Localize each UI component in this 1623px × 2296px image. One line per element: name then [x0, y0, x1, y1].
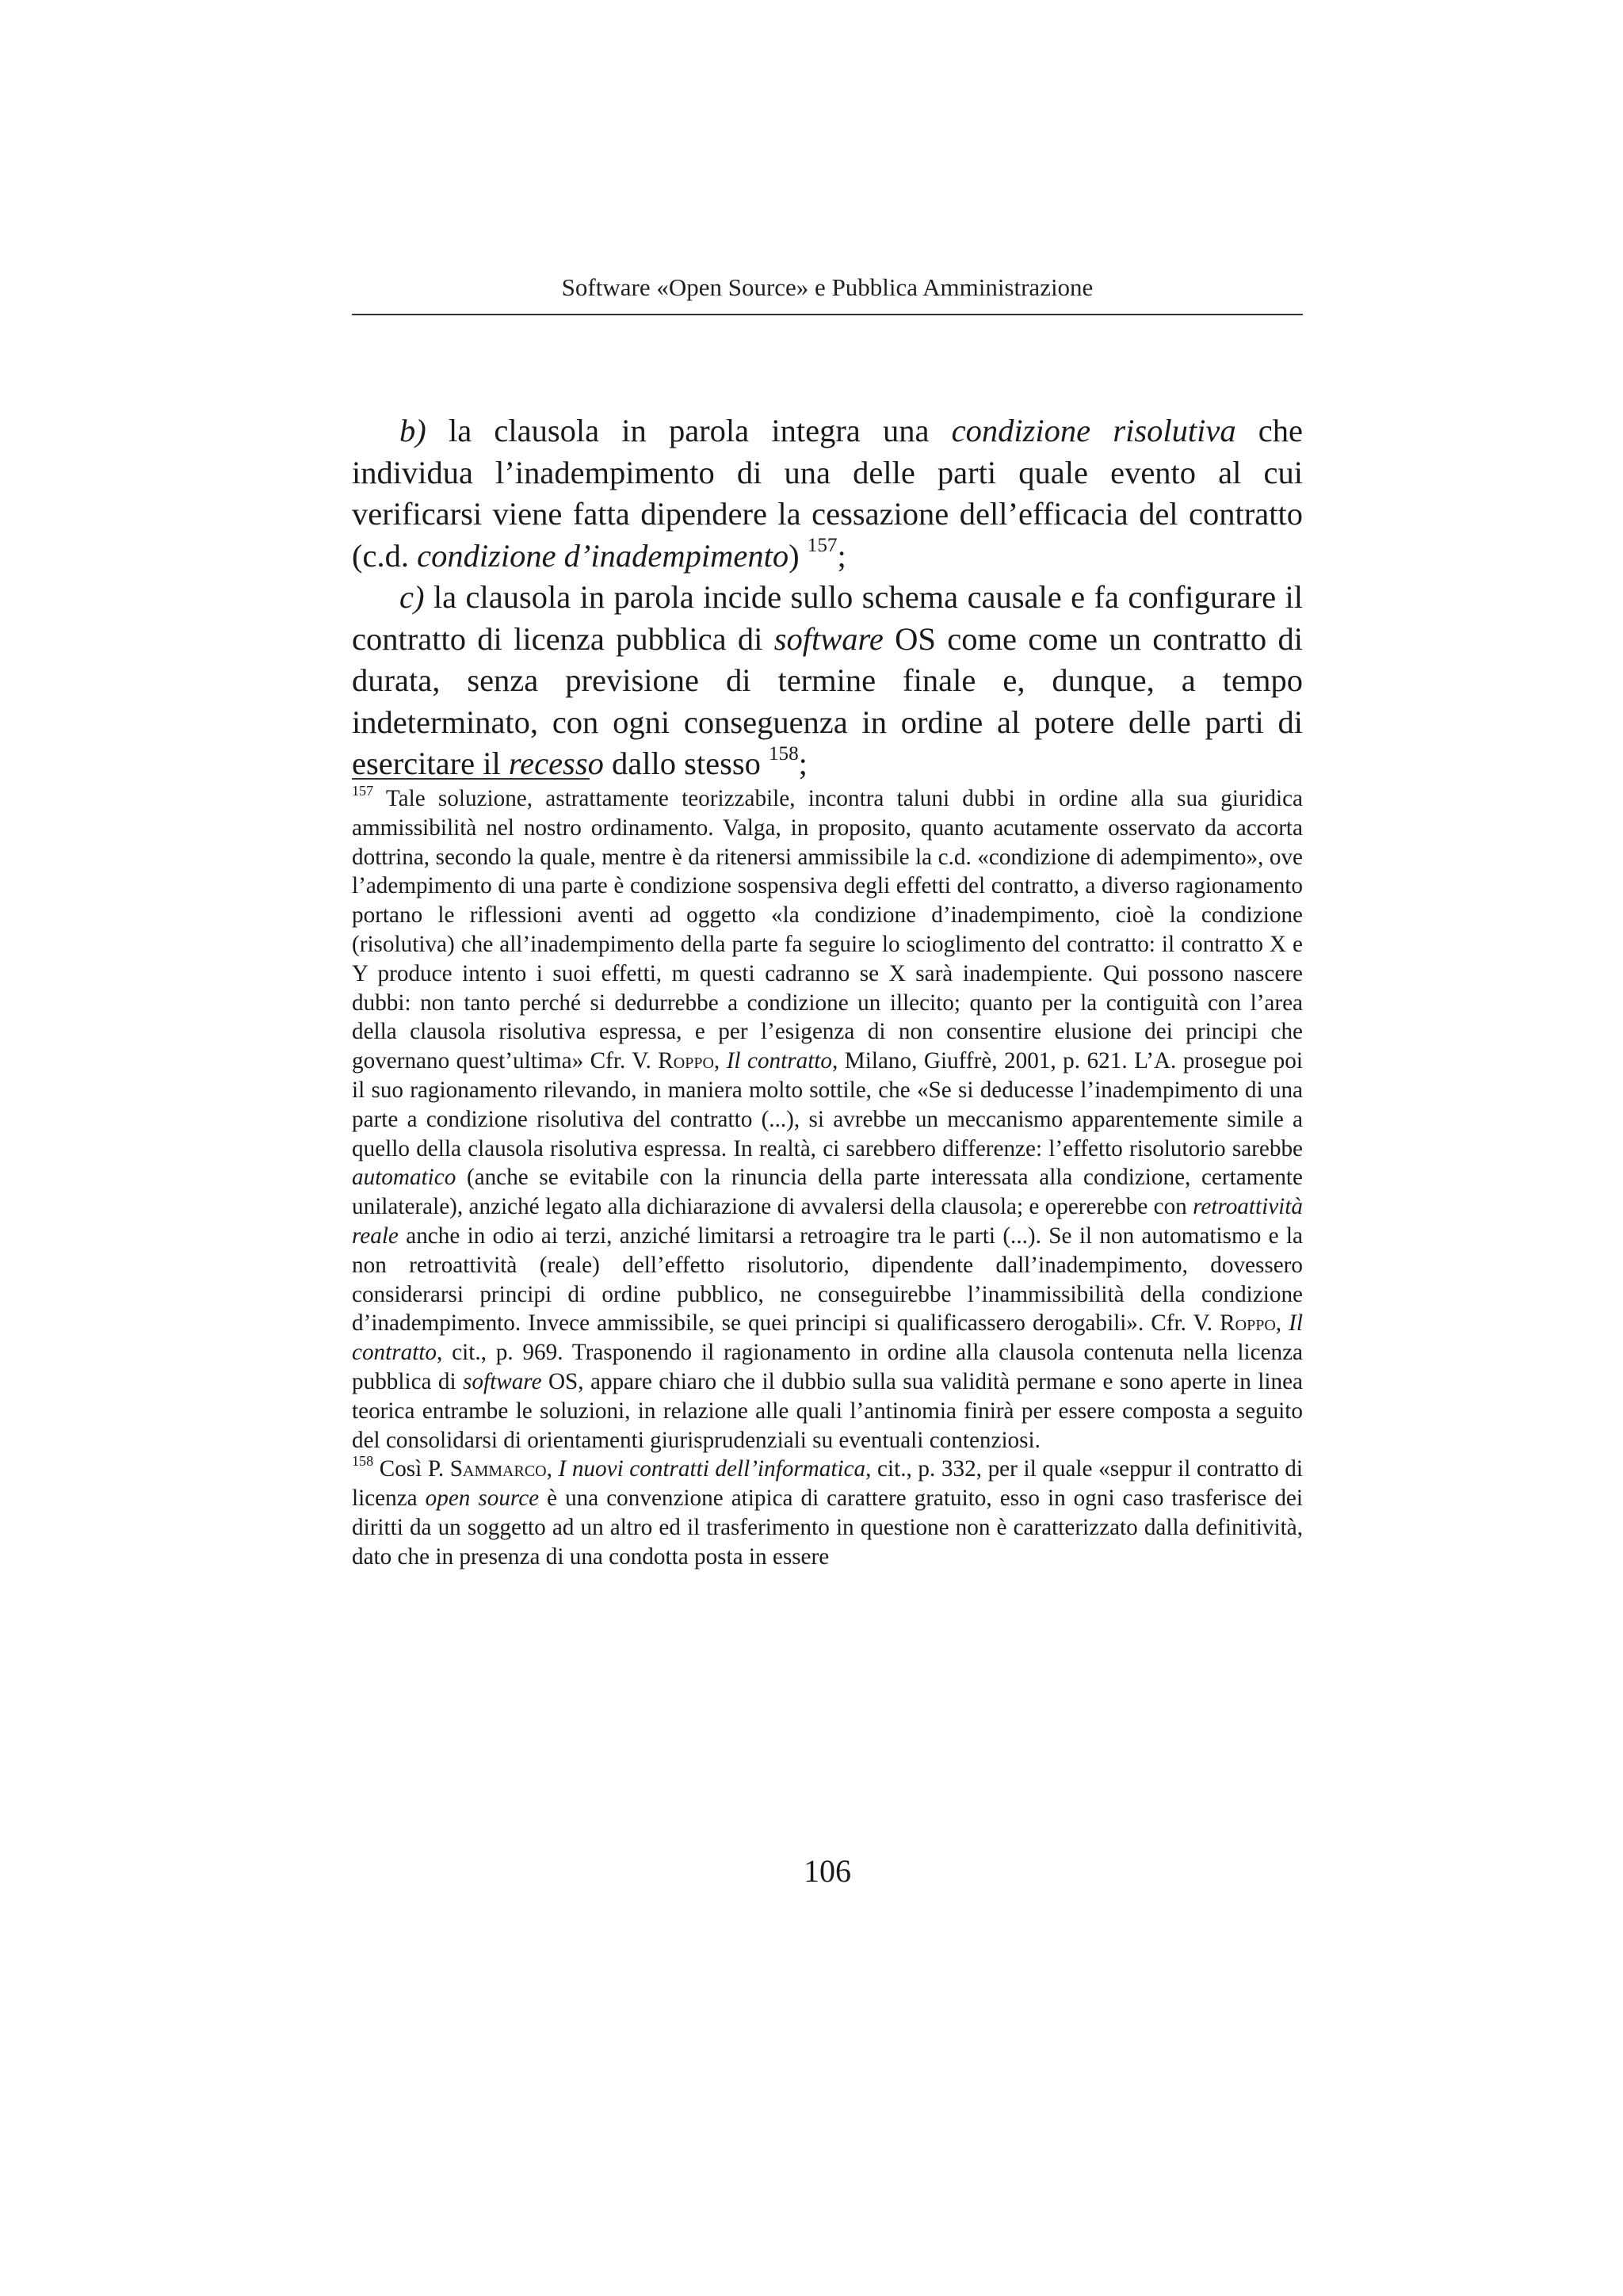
footnote-ref-157[interactable]: 157 — [807, 535, 838, 557]
footnote-157: $^{157}$ Tale soluzione, astrattamente teorizzabile, incontra taluni dubbi in ordine alla sua giuridica ammissibilità nel nostro ordinamento. Valga, in proposito, quanto acutamente osservato da accorta dottrina, secondo la quale, mentre è da ritenersi ammissibile la c.d. «condizione di adempimento», ove l’adempimento di una parte è condizione sospensiva degli effetti del contratto, a diverso ragionamento portano le riflessioni aventi ad oggetto «la condizione d’inadempimento, cioè la condizione (risolutiva) che all’inadempimento della parte fa seguire lo scioglimento del contratto: il contratto X e Y produce intento i suoi effetti, m questi cadranno se X sarà inadempiente. Qui possono nascere dubbi: non tanto perché si dedurrebbe a condizione un illecito; quanto per la contiguità con l’area della clausola risolutiva espressa, e per l’esigenza di non consentire elusione dei principi che governano quest’ultima» Cfr. V. Roppo, Il contratto, Milano, Giuffrè, 2001, p. 621. L’A. prosegue poi il suo ragionamento rilevando, in maniera molto sottile, che «Se si deducesse l’inadempimento di una parte a condizione risolutiva del contratto (...), si avrebbe un meccanismo apparentemente simile a quello della clausola risolutiva espressa. In realtà, ci sarebbero differenze: l’effetto risolutorio sarebbe automatico (anche se evitabile con la rinuncia della parte interessata alla condizione, certamente unilaterale), anziché legato alla dichiarazione di avvalersi della clausola; e opererebbe con retroattività reale anche in odio ai terzi, anziché limitarsi a retroagire tra le parti (...). Se il non automatismo e la non retroattività (reale) dell’effetto risolutorio, dipendente dall’inadempimento, dovessero considerarsi principi di ordine pubblico, ne conseguirebbe l’inammissibilità della condizione d’inadempimento. Invece ammissibile, se quei principi si qualificassero derogabili». Cfr. V. Roppo, Il contratto, cit., p. 969. Trasponendo il ragionamento in ordine alla clausola contenuta nella licenza pubblica di software OS, appare chiaro che il dubbio sulla sua validità permane e sono aperte in linea teorica entrambe le soluzioni, in relazione alle quali l’antinomia finirà per essere composta a seguito del consolidarsi di orientamenti giurisprudenziali su eventuali contenziosi. — [352, 782, 1304, 1453]
paragraph-c: c) la clausola in parola incide sullo schema causale e fa configurare il contratto di licenza pubblica di software OS come come un contratto di durata, senza previsione di termine finale e, dunque, a tempo indeterminato, con ogni conseguenza in ordine al potere delle parti di esercitare il recesso dallo stesso $^{158}$; — [352, 579, 1303, 781]
footnote-ref-158[interactable]: 158 — [768, 742, 799, 765]
item-label-b: b) — [399, 413, 426, 448]
footnotes — [352, 784, 1303, 1572]
footnote-separator — [352, 778, 590, 780]
footnote-number: 158 — [352, 1452, 374, 1469]
header-rule — [352, 314, 1303, 315]
body-text — [352, 410, 1303, 785]
footnote-number: 157 — [352, 782, 374, 799]
page-number: 106 — [804, 1853, 851, 1889]
item-label-c: c) — [399, 579, 425, 615]
footnote-158: $^{158}$ Così P. Sammarco, I nuovi contratti dell’informatica, cit., p. 332, per il quale «seppur il contratto di licenza open source è una convenzione atipica di carattere gratuito, esso in ogni caso trasferisce dei diritti da un soggetto ad un altro ed il trasferimento in questione non è caratterizzato dalla definitività, dato che in presenza di una condotta posta in essere — [352, 1452, 1303, 1569]
running-header: Software «Open Source» e Pubblica Amministrazione — [561, 273, 1094, 301]
paragraph-b: b) la clausola in parola integra una condizione risolutiva che individua l’inadempimento di una delle parti quale evento al cui verificarsi viene fatta dipendere la cessazione dell’efficacia del contratto (c.d. condizione d’inadempimento) $^{157}$; — [352, 413, 1303, 574]
